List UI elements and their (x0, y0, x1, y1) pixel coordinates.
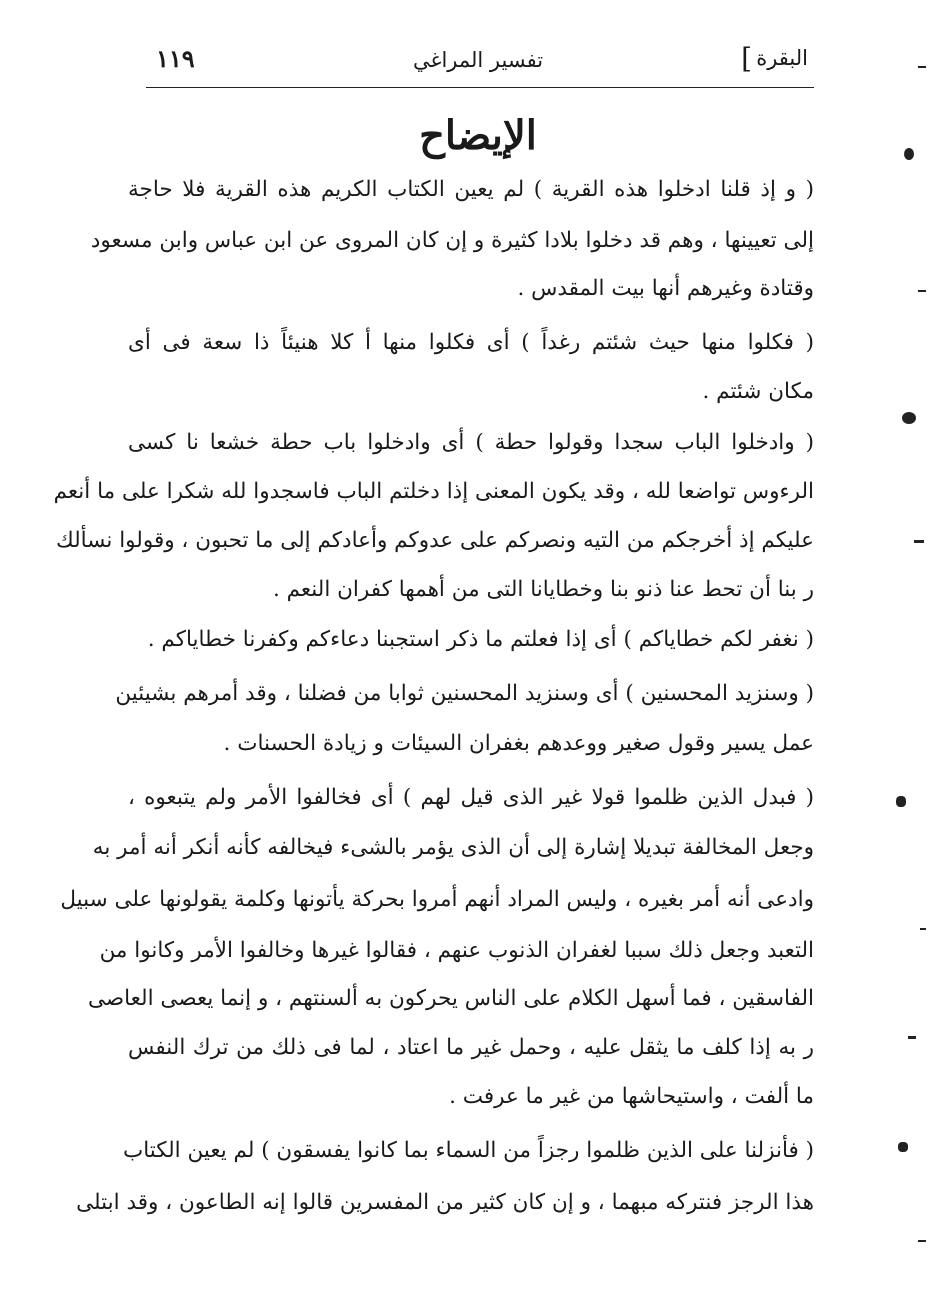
text-line: ( وسنزيد المحسنين ) أى وسنزيد المحسنين ثوابا من فضلنا ، وقد أمرهم بشيئين (115, 681, 814, 706)
text-line: وقتادة وغيرهم أنها بيت المقدس . (517, 276, 814, 301)
scan-speck (918, 290, 926, 292)
scan-speck (896, 796, 906, 807)
text-line: ( فكلوا منها حيث شئتم رغداً ) أى فكلوا منها أ كلا هنيئاً ذا سعة فى أى (128, 330, 814, 355)
page-number: ١١٩ (156, 44, 195, 73)
scan-speck (902, 412, 916, 424)
scan-speck (920, 928, 926, 930)
header-surah-name: البقرة (756, 46, 808, 70)
scan-speck (914, 540, 924, 543)
scan-speck (918, 66, 926, 68)
text-line: ر به إذا كلف ما يثقل عليه ، وحمل غير ما اعتاد ، لما فى ذلك من ترك النفس (128, 1035, 814, 1060)
text-line: ما ألفت ، واستيحاشها من غير ما عرفت . (449, 1084, 814, 1109)
text-line: الفاسقين ، فما أسهل الكلام على الناس يحركون به ألسنتهم ، و إنما يعصى العاصى (87, 986, 814, 1011)
text-line: الرءوس تواضعا لله ، وقد يكون المعنى إذا دخلتم الباب فاسجدوا لله شكرا على ما أنعم (53, 479, 814, 504)
text-line: عمل يسير وقول صغير ووعدهم بغفران السيئات و زيادة الحسنات . (223, 731, 814, 756)
text-line: ( وادخلوا الباب سجدا وقولوا حطة ) أى وادخلوا باب حطة خشعا نا كسى (128, 430, 814, 455)
text-line: إلى تعيينها ، وهم قد دخلوا بلادا كثيرة و إن كان المروى عن ابن عباس وابن مسعود (90, 228, 814, 253)
text-line: ر بنا أن تحط عنا ذنو بنا وخطايانا التى من أهمها كفران النعم . (272, 577, 814, 602)
section-title: الإيضاح (419, 112, 537, 159)
scan-speck (898, 1142, 908, 1152)
text-line: عليكم إذ أخرجكم من التيه ونصركم على عدوكم وأعادكم إلى ما تحبون ، وقولوا نسألك (55, 528, 814, 553)
header-rule (146, 87, 814, 88)
running-header (140, 40, 816, 88)
text-line: ( فأنزلنا على الذين ظلموا رجزاً من السماء بما كانوا يفسقون ) لم يعين الكتاب (122, 1138, 814, 1163)
text-line: ( و إذ قلنا ادخلوا هذه القرية ) لم يعين الكتاب الكريم هذه القرية فلا حاجة (128, 177, 814, 202)
scan-speck (918, 1240, 926, 1242)
text-line: وادعى أنه أمر بغيره ، وليس المراد أنهم أمروا بحركة يأتونها وكلمة يقولونها على سبيل (60, 887, 814, 912)
scan-speck (908, 1036, 916, 1039)
text-line: ( نغفر لكم خطاياكم ) أى إذا فعلتم ما ذكر استجبنا دعاءكم وكفرنا خطاياكم . (147, 627, 814, 652)
text-line: ( فبدل الذين ظلموا قولا غير الذى قيل لهم ) أى فخالفوا الأمر ولم يتبعوه ، (128, 785, 814, 810)
header-book-title: تفسير المراغي (412, 48, 544, 72)
text-line: مكان شئتم . (702, 379, 814, 404)
scan-speck (904, 148, 914, 160)
text-line: التعبد وجعل ذلك سببا لغفران الذنوب عنهم ، فقالوا غيرها وخالفوا الأمر وكانوا من (99, 938, 814, 963)
header-bracket: ] (741, 42, 752, 75)
text-line: هذا الرجز فنتركه مبهما ، و إن كان كثير من المفسرين قالوا إنه الطاعون ، وقد ابتلى (76, 1190, 814, 1215)
text-line: وجعل المخالفة تبديلا إشارة إلى أن الذى يؤمر بالشىء فيخالفه كأنه أنكر أنه أمر به (92, 835, 814, 860)
